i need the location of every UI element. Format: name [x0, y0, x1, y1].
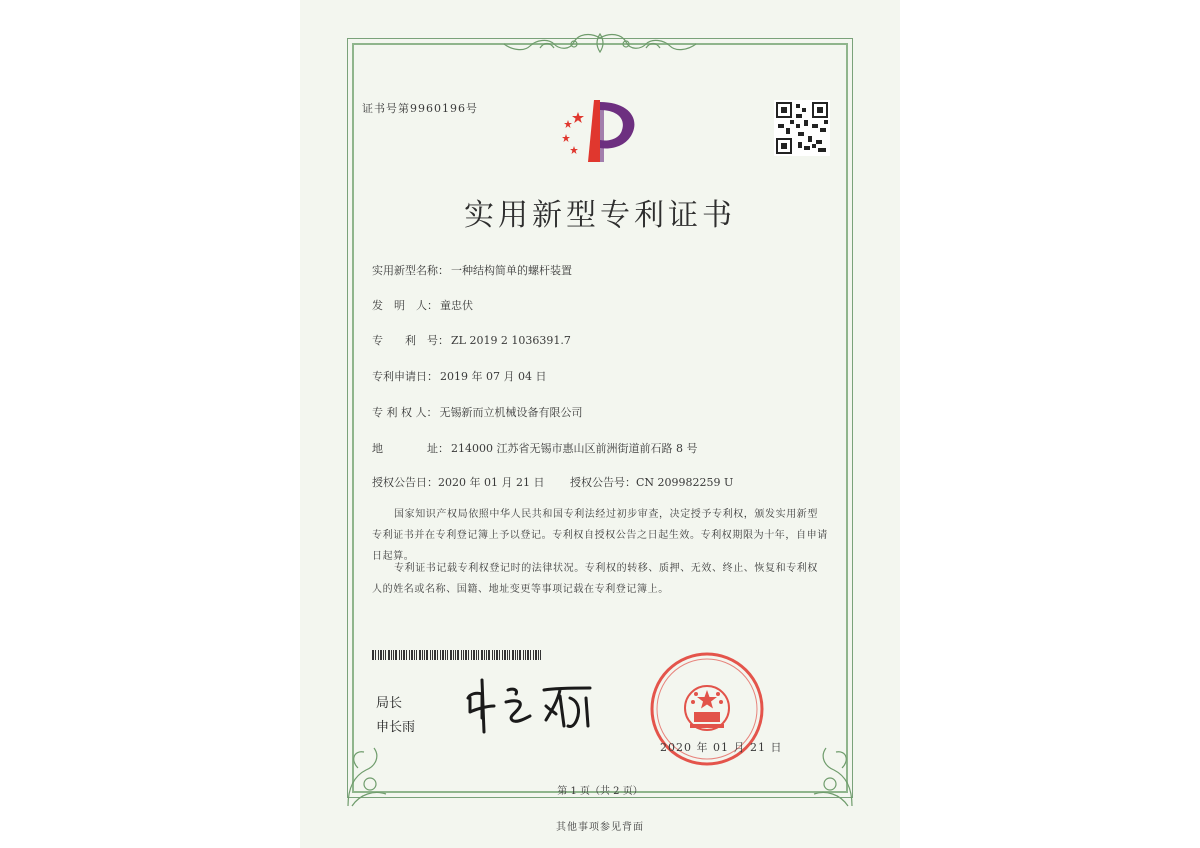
- page-indicator: 第 1 页（共 2 页）: [557, 786, 643, 797]
- field-value: 214000 江苏省无锡市惠山区前洲街道前石路 8 号: [451, 442, 698, 455]
- director-signature-icon: [460, 676, 610, 736]
- certificate-number: 证书号第9960196号: [362, 102, 478, 115]
- field-label: 专 利 权 人：: [372, 406, 438, 419]
- director-name: 申长雨: [376, 720, 416, 735]
- field-grant-info: [372, 474, 733, 490]
- grant-number-label: 授权公告号：: [569, 476, 636, 489]
- field-value: 无锡新而立机械设备有限公司: [439, 406, 583, 419]
- field-label: 地 址：: [372, 442, 449, 455]
- field-utility-model-name: [372, 262, 572, 278]
- field-patentee: [372, 404, 583, 420]
- legal-status-paragraph: 专利证书记载专利权登记时的法律状况。专利权的转移、质押、无效、终止、恢复和专利权人的姓名或名称、国籍、地址变更等事项记载在专利登记簿上。: [372, 563, 818, 595]
- field-inventor: [372, 297, 473, 313]
- grant-number-value: CN 209982259 U: [635, 476, 734, 489]
- field-label: 专利申请日：: [372, 370, 438, 383]
- grant-statement-paragraph: 国家知识产权局依照中华人民共和国专利法经过初步审查，决定授予专利权，颁发实用新型专利证书并在专利登记簿上予以登记。专利权自授权公告之日起生效。专利权期限为十年，自申请日起算。: [372, 509, 828, 562]
- grant-date-label: 授权公告日：: [372, 476, 438, 489]
- seal-date: 2020 年 01 月 21 日: [660, 741, 783, 754]
- qr-code-icon: [774, 100, 830, 156]
- barcode-icon: [372, 650, 544, 660]
- field-patent-number: [372, 332, 571, 348]
- footer-note: 其他事项参见背面: [556, 822, 644, 833]
- field-address: [372, 440, 697, 456]
- field-value: 2019 年 07 月 04 日: [440, 370, 547, 383]
- grant-date-value: 2020 年 01 月 21 日: [438, 476, 545, 489]
- top-ornament: [500, 30, 700, 60]
- patent-office-logo-icon: [548, 96, 648, 166]
- field-value: 一种结构简单的螺杆装置: [451, 264, 572, 277]
- field-label: 发 明 人：: [372, 299, 438, 312]
- field-value: 童忠伏: [440, 299, 473, 312]
- field-application-date: [372, 368, 546, 384]
- director-title: 局长: [376, 696, 403, 711]
- field-label: 实用新型名称：: [372, 264, 449, 277]
- field-label: 专 利 号：: [372, 334, 449, 347]
- field-value: ZL 2019 2 1036391.7: [451, 334, 571, 347]
- certificate-title: 实用新型专利证书: [464, 198, 736, 233]
